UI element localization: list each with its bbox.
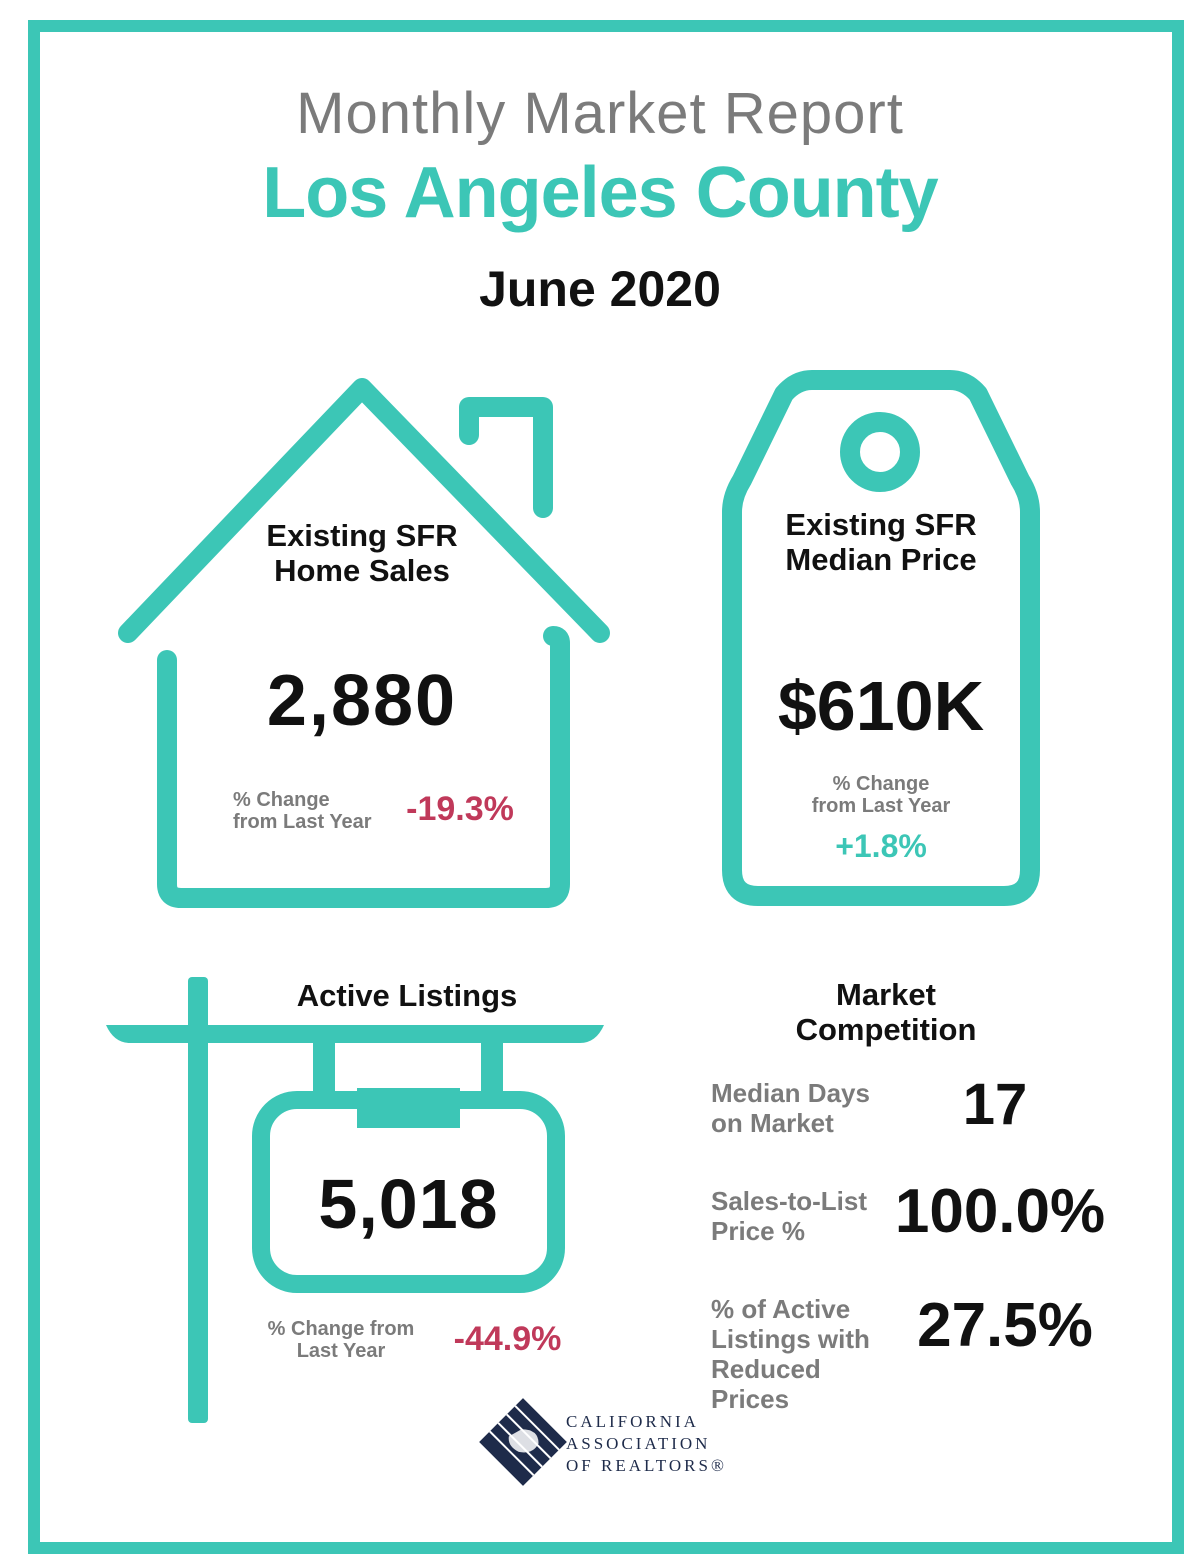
active-listings-label: Active Listings — [296, 978, 518, 1013]
metric-label-line: % of Active — [711, 1294, 851, 1324]
metric-label-line: on Market — [711, 1108, 834, 1138]
active-listings-change-value: -44.9% — [453, 1320, 562, 1358]
active-listings-change-label-line2: Last Year — [296, 1340, 386, 1362]
home-sales-change-label-line2: from Last Year — [233, 811, 372, 833]
median-price-change-label — [740, 773, 1022, 817]
metric-value-reduced-prices: 27.5% — [917, 1291, 1093, 1360]
metric-label-line: Price % — [711, 1216, 805, 1246]
median-price-label — [740, 507, 1022, 577]
home-sales-change-value: -19.3% — [406, 790, 514, 828]
realtors-logo-text — [566, 1411, 786, 1477]
median-price-change-label-line1: % Change — [832, 773, 930, 795]
home-sales-change-label-line1: % Change — [233, 789, 330, 811]
home-sales-change-label — [233, 789, 403, 833]
home-sales-value: 2,880 — [266, 661, 458, 741]
county-title: Los Angeles County — [262, 153, 938, 233]
active-listings-change-label — [265, 1318, 417, 1362]
market-competition-title-line2: Competition — [795, 1012, 977, 1047]
home-sales-label-line1: Existing SFR — [266, 518, 458, 553]
median-price-value: $610K — [777, 667, 985, 745]
report-title: Monthly Market Report — [296, 81, 904, 146]
logo-line1: CALIFORNIA — [566, 1412, 699, 1431]
metric-label-line: Reduced Prices — [711, 1354, 821, 1414]
report-month: June 2020 — [479, 261, 721, 317]
median-price-change-label-line2: from Last Year — [811, 795, 951, 817]
median-price-label-line2: Median Price — [785, 542, 977, 577]
market-competition-title — [766, 977, 1006, 1047]
metric-value-days-on-market: 17 — [962, 1072, 1028, 1137]
active-listings-value: 5,018 — [318, 1165, 499, 1243]
metric-label-line: Listings with — [711, 1324, 870, 1354]
home-sales-label-line2: Home Sales — [274, 553, 450, 588]
market-competition-title-line1: Market — [836, 977, 936, 1012]
median-price-change-value: +1.8% — [835, 828, 927, 864]
home-sales-label — [212, 518, 512, 588]
metric-label-days-on-market — [711, 1078, 891, 1138]
metric-label-line: Median Days — [711, 1078, 870, 1108]
price-tag-icon — [732, 380, 1030, 896]
realtors-logo-icon — [479, 1398, 567, 1486]
metric-label-reduced-prices — [711, 1294, 901, 1414]
metric-label-line: Sales-to-List — [711, 1186, 868, 1216]
median-price-label-line1: Existing SFR — [785, 507, 977, 542]
metric-label-sales-to-list — [711, 1186, 891, 1246]
logo-line2: ASSOCIATION — [566, 1434, 711, 1453]
logo-line3: OF REALTORS® — [566, 1456, 727, 1475]
active-listings-change-label-line1: % Change from — [267, 1318, 415, 1340]
metric-value-sales-to-list: 100.0% — [894, 1177, 1106, 1246]
